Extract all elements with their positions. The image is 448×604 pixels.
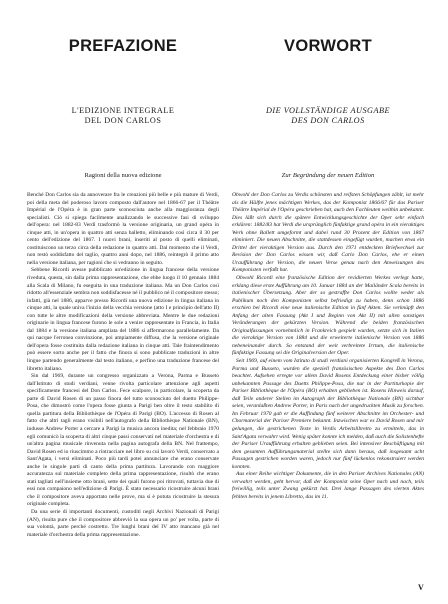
- page-number: V: [418, 583, 424, 592]
- italian-paragraph: Sebbene Ricordi avesse pubblicato un'edizione in lingua francese della versione riveduta, questa, sin dalla prima rappresentazione, che ebbe luogo il 10 gennaio 1884 alla Scala di Milano, fu eseguita in una traduzione italiana. Ma un Don Carlos così ridotto all'essenziale sembra non soddisfacesse né il pubblico né il compositore stesso; infatti, già nel 1886, apparve presso Ricordi una nuova edizione in lingua italiana in cinque atti, la quale univa l'inizio della vecchia versione (atto I e principio dell'atto II) con tutte le altre modificazioni della versione abbreviata. Mentre le due redazioni originarie in lingua francese furono le sole a venire rappresentate in Francia, in Italia dal 1884 e la versione italiana ampliata del 1886 si affermarono parallelamente. Da qui nacque l'erronea convinzione, poi ampiamente diffusa, che la versione originale dell'opera fosse costituita dalla redazione italiana in cinque atti. Tale fraintendimento può essere sorto anche per il fatto che finora si sono pubblicate traduzioni in altre lingue partendo generalmente dal testo italiano, e perfino una traduzione francese del libretto italiano.: [27, 267, 219, 372]
- german-subtitle-line1: DIE VOLLSTÄNDIGE AUSGABE: [266, 106, 390, 115]
- italian-heading: PREFAZIONE: [68, 37, 178, 55]
- italian-subtitle-line1: L'EDIZIONE INTEGRALE: [71, 106, 175, 115]
- german-body-text: [232, 192, 424, 578]
- italian-subtitle: [27, 106, 219, 126]
- german-subtitle: [232, 106, 424, 126]
- italian-section-title: Ragioni della nuova edizione: [84, 172, 162, 179]
- italian-paragraph: Da una serie di importanti documenti, custoditi negli Archivi Nazionali di Parigi (AN), risulta pure che il compositore abbreviò la sua opera un po' per volta, parte di sua volontà, parte perché costretto. Tre lunghi brani del IV atto mancano già nel materiale d'orchestra della prima rappresentazione.: [27, 508, 219, 538]
- german-paragraph: Aus einer Reihe wichtiger Dokumente, die in den Pariser Archives Nationales (AN) verwahrt werden, geht hervor, daß der Komponist seine Oper nach und nach, teils freiwillig, teils unter Zwang gekürzt hat. Drei lange Passagen des vierten Aktes fehlten bereits in jenem Libretto, das im 11.: [232, 471, 424, 500]
- italian-paragraph: Sin dal 1969, durante un congresso organizzato a Verona, Parma e Busseto dall'Istituto di studi verdiani, venne rivolta particolare attenzione agli aspetti specificamente francesi del Don Carlos. Fece scalpore, in particolare, la scoperta da parte di David Rosen di un passo finora del tutto sconosciuto del duetto Philippe-Posa, che dimostrò come l'opera fosse giunta a Parigi ben oltre il testo stabilito di quella partitura della Bibliothèque de l'Opéra di Parigi (BO). L'accesso di Rosen al fatto che altri tagli erano visibili nell'autografo della Bibliothèque Nationale (BN), indusse Andrew Porter a cercare a Parigi la musica ancora inedita; nel febbraio 1970 egli comunicò la scoperta di altri cinque passi conservati nel materiale d'orchestra e di un'altra pagina musicale rinvenuta nella pagina autografa della BN. Nel frattempo, David Rosen ed io riuscimmo a rintracciare nel libro su cui lavorò Verdi, conservato a Sant'Agata, i versi eliminati. Poco più tardi potei annunciare che erano conservate anche le singole parti di canto della prima partitura. Lavorando con maggiore accuratezza sul materiale completo della prima rappresentazione, risultò che erano stati tagliati nell'insieme otto brani, sette dei quali furono poi ritrovati, tuttavia due di essi non compaiono nell'edizione di Parigi. È stato necessario ricostruire alcuni brani che il compositore aveva apportato nelle prove, ma si è potuta ricostruire la stesura originale completa.: [27, 373, 219, 508]
- italian-body-text: [27, 192, 219, 578]
- german-section-title: Zur Begründung der neuen Edition: [281, 172, 375, 179]
- german-paragraph: Seit 1969, auf einem vom Istituto di studi verdiani organisierten Kongreß in Verona, Parma und Busseto, wurden die speziell französischen Aspekte des Don Carlos beachtet. Aufsehen erregte vor allem David Rosens Entdeckung einer bisher völlig unbekannten Passage des Duetts Philippe-Posa, die nur in der Partiturkopie der Pariser Bibliothèque de l'Opéra (BO) erhalten geblieben ist. Rosens Hinweis darauf, daß Teile anderer Stellen im Autograph der Bibliothèque Nationale (BN) sichtbar seien, veranlaßten Andrew Porter, in Paris nach der ungedruckten Musik zu forschen. Im Februar 1970 gab er die Auffindung fünf weiterer Abschnitte im Orchester- und Chormaterial der Pariser Premiere bekannt. Inzwischen war es David Rosen und mir gelungen, die gestrichenen Texte in Verdis Arbeitslibretto zu ermitteln, das in Sant'Agata verwahrt wird. Wenig später konnte ich melden, daß auch die Solistenhefte der Pariser Uraufführung erhalten geblieben seien. Bei intensiver Beschäftigung mit dem gesamten Aufführungsmaterial stellte sich dann heraus, daß insgesamt acht Passagen gestrichen worden waren, jedoch nur fünf lückenlos rekonstruiert werden konnten.: [232, 358, 424, 470]
- german-paragraph: Obwohl der Don Carlos zu Verdis schönsten und reifsten Schöpfungen zählt, ist mehr als die Hälfte jenes mächtigen Werkes, das der Komponist 1866/67 für das Pariser Théâtre Impérial de l'Opéra geschrieben hat, auch den Fachleuten weithin unbekannt. Dies läßt sich durch die spätere Entwicklungsgeschichte der Oper sehr einfach erklären: 1882/83 hat Verdi die ursprünglich fünfaktige grand opéra in ein vieraktiges Werk ohne Ballett umgeformt und dabei rund 30 Prozent der Edition von 1867 eliminiert. Die neuen Abschnitte, die stattdessen eingefügt wurden, machen etwa ein Drittel der vieraktigen Version aus. Durch den 1971 entdeckten Briefwechsel zur Revision der Don Carlos wissen wir, daß Carlo Don Carlos, ehe er einen Uraufführung der Version, die neuen Verse genau nach den Anweisungen des Komponisten verfaßt hat.: [232, 192, 424, 274]
- german-subtitle-line2: DES DON CARLOS: [291, 116, 365, 125]
- german-column: [232, 36, 424, 578]
- german-heading: VORWORT: [284, 37, 372, 55]
- italian-column: [27, 36, 219, 578]
- italian-paragraph: Benché Don Carlos sia da annoverare fra le creazioni più belle e più mature di Verdi, poi della meta del poderoso lavoro composto dall'autore nel 1866-67 per il Théâtre Impérial de l'Opéra è in gran parte sconosciuta anche alla maggioranza degli specialisti. Ciò si spiega facilmente analizzando le successive fasi di sviluppo dell'opera: nel 1882-83 Verdi trasformò la versione originaria, un grand opéra in cinque atti, in un'opera in quattro atti senza balletto, eliminando così circa il 30 per cento dell'edizione del 1867. I nuovi brani, inseriti al posto di quelli eliminati, costituiscono un terzo circa della redazione in quattro atti. Dal momento che il Verdi, non restò soddisfatto del taglio, quattro anni dopo, nel 1886, reintegrò il primo atto nella versione italiana, per ragioni che si vedranno in seguito.: [27, 192, 219, 266]
- german-paragraph: Obwohl Ricordi eine französische Edition der revidierten Werkes verlegt hatte, erklang diese erste Aufführung am 10. Januar 1884 an der Mailänder Scala bereits in italienischer Übersetzung. Aber der so gestraffte Don Carlos wollte weder als Publikum noch den Komponisten selbst befriedigt zu haben, denn schon 1886 erschien bei Ricordi eine neue italienische Edition in fünf Akten. Sie verknüpft den Anfang der alten Fassung (Akt I und Beginn von Akt II) mit allen sonstigen Veränderungen der gekürzten Version. Während die beiden französischen Originalfassungen vornehmlich in Frankreich gespielt wurden, setzte sich in Italien die vieraktige Version von 1884 und die erweiterte italienische Version von 1886 nebeneinander durch. So entstand der weit verbreitete Irrtum, die italienische fünfaktige Fassung sei die Originalversion der Oper.: [232, 275, 424, 357]
- italian-subtitle-line2: DEL DON CARLOS: [84, 116, 162, 125]
